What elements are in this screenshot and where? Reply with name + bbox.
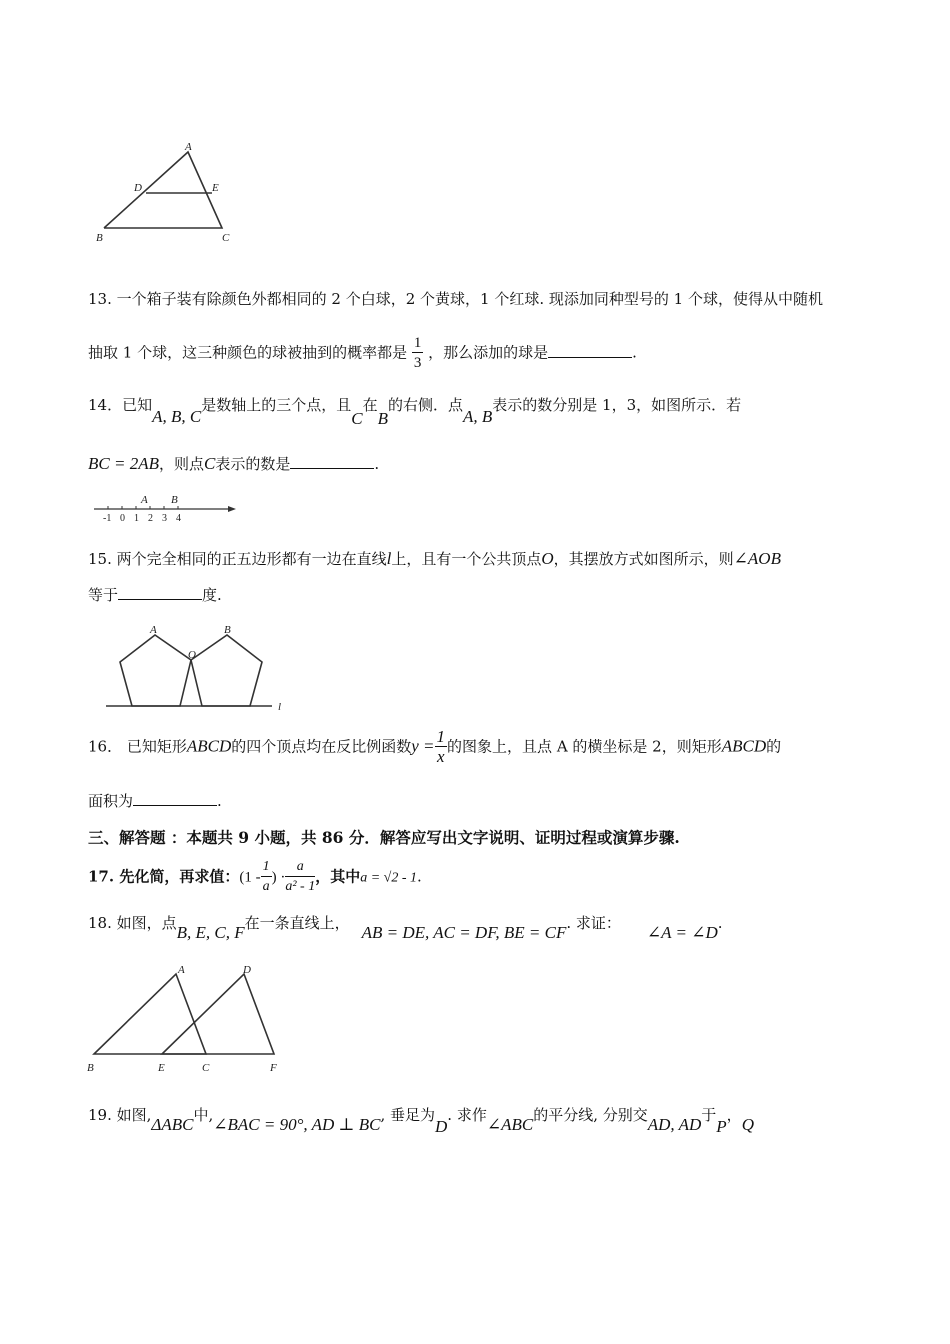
tick-label: 1 — [134, 513, 139, 522]
q15-answer-blank[interactable] — [118, 598, 202, 600]
label-a: A — [178, 964, 185, 976]
q14-m2: C — [351, 409, 363, 428]
q15-m2: O — [541, 549, 554, 568]
q18-m3: ∠A = ∠D — [646, 923, 718, 942]
q18-m2: AB = DE, AC = DF, BE = CF — [361, 923, 567, 942]
triangle-ade-figure — [90, 138, 250, 248]
q13-line2 — [88, 334, 637, 373]
q18-line — [88, 912, 723, 942]
q16-m3: ABCD — [721, 736, 767, 756]
q16-m1: ABCD — [186, 736, 232, 756]
q15-p1: 15. 两个完全相同的正五边形都有一边在直线 — [88, 550, 387, 568]
q17-line — [88, 858, 422, 897]
q18-p2: 在一条直线上， — [244, 914, 350, 932]
q14-end: . — [374, 455, 380, 473]
q17-p1: 17. 先化简，再求值： — [88, 867, 240, 886]
q16-fraction — [435, 728, 448, 767]
q15-m1: l — [386, 549, 392, 568]
q14-answer-blank[interactable] — [290, 467, 374, 469]
q17-condition: a = √2 - 1 — [360, 870, 417, 886]
q15-line2-text: 等于 — [88, 586, 119, 604]
q14-m5: BC = 2AB — [88, 454, 159, 473]
q14-m6: C — [203, 454, 216, 473]
label-b: B — [96, 232, 103, 244]
q19-line — [88, 1104, 754, 1136]
q18-end: . — [717, 914, 723, 932]
q13-text-a: 抽取 1 个球，这三种颜色的球被抽到的概率都是 — [88, 343, 408, 362]
q16-p1: 16． 已知矩形 — [88, 737, 187, 756]
label-d: D — [243, 964, 251, 976]
tick-label: 0 — [120, 513, 125, 522]
q19-m6: P — [716, 1117, 727, 1136]
q13-answer-blank[interactable] — [548, 356, 632, 358]
q15-line2 — [88, 584, 222, 605]
q17-frac2-den: a² - 1 — [285, 879, 316, 894]
section-3-heading: 三、解答题 ：本题共 9 小题，共 86 分．解答应写出文字说明、证明过程或演算步骤. — [88, 828, 680, 847]
q16-line2 — [88, 790, 222, 811]
number-line-figure — [90, 492, 240, 522]
q19-p4: . 求作 — [447, 1106, 487, 1124]
q16-line1 — [88, 728, 781, 767]
q14-p3: 在 — [362, 396, 378, 414]
numberline-label-a: A — [141, 494, 148, 506]
label-a: A — [150, 624, 157, 636]
q13-line1: 13. 一个箱子装有除颜色外都相同的 2 个白球，2 个黄球，1 个红球. 现添加同种型号的 1 个球，使得从中随机 — [88, 290, 823, 308]
q15-m3: ∠AOB — [733, 549, 781, 568]
q19-p6: 于 — [701, 1106, 717, 1124]
q14-p2: 是数轴上的三个点，且 — [201, 396, 352, 414]
q15-p2: 上，且有一个公共顶点 — [391, 550, 542, 568]
q15-line1 — [88, 548, 781, 569]
q17-p2: ，其中 — [315, 867, 361, 886]
q13-frac-num: 1 — [413, 335, 422, 351]
q14-line2 — [88, 453, 379, 474]
q18-p1: 18. 如图，点 — [88, 914, 177, 932]
q14-p4: 的右侧．点 — [387, 396, 463, 414]
two-triangles-figure — [82, 962, 292, 1078]
q14-p1: 14．已知 — [88, 396, 153, 414]
q19-p5: 的平分线, 分别交 — [533, 1106, 648, 1124]
q17-frac2-num: a — [285, 858, 315, 877]
label-e: E — [158, 1062, 165, 1074]
q16-end: . — [217, 792, 222, 810]
q17-frac1-den: a — [262, 879, 270, 894]
q19-m3: D — [435, 1117, 448, 1136]
q19-p1: 19. 如图, — [88, 1106, 152, 1124]
q17-end: . — [417, 867, 422, 886]
q19-m2: ∠BAC = 90°, AD ⊥ BC — [213, 1115, 381, 1134]
label-b: B — [224, 624, 231, 636]
label-d: D — [134, 182, 142, 194]
q19-p3: , 垂足为 — [380, 1106, 436, 1124]
q15-end: 度. — [202, 586, 222, 604]
label-l: l — [278, 701, 282, 713]
q16-line2-text: 面积为 — [88, 792, 134, 810]
q18-p3: . 求证： — [566, 914, 621, 932]
label-c: C — [222, 232, 230, 244]
q15-p3: ，其摆放方式如图所示，则 — [553, 550, 734, 568]
q17-frac2 — [285, 858, 315, 897]
q16-answer-blank[interactable] — [133, 804, 217, 806]
label-b: B — [87, 1062, 94, 1074]
label-c: C — [202, 1062, 210, 1074]
q14-p7: 表示的数是 — [215, 455, 291, 473]
label-o: O — [188, 649, 196, 661]
q13-end: . — [632, 343, 637, 362]
tick-label: 3 — [162, 513, 167, 522]
q16-p4: 的 — [766, 737, 782, 756]
q19-p7: ， — [726, 1106, 742, 1124]
tick-label: 4 — [176, 513, 181, 522]
q19-p2: 中, — [193, 1106, 214, 1124]
q13-text-b: ，那么添加的球是 — [428, 343, 549, 362]
q17-expr-open: (1 - — [239, 869, 261, 886]
q14-p6: ，则点 — [158, 455, 204, 473]
q16-p2: 的四个顶点均在反比例函数 — [231, 737, 412, 756]
q14-m4: A, B — [462, 407, 493, 426]
tick-label: -1 — [103, 513, 112, 522]
q17-expr-close: ) · — [271, 869, 286, 886]
tick-label: 2 — [148, 513, 153, 522]
q14-p5: 表示的数分别是 1，3，如图所示．若 — [492, 396, 742, 414]
q14-line1 — [88, 394, 742, 428]
q19-m1: ΔABC — [151, 1115, 194, 1134]
pentagons-figure — [100, 620, 300, 716]
label-a: A — [185, 141, 192, 153]
q19-m5: AD, AD — [647, 1115, 702, 1134]
label-e: E — [212, 182, 219, 194]
q13-fraction — [412, 334, 424, 373]
q17-frac1-num: 1 — [261, 858, 272, 877]
numberline-label-b: B — [171, 494, 178, 506]
q16-m2: y = — [411, 736, 435, 756]
q13-frac-den: 3 — [413, 355, 422, 371]
q14-m3: B — [377, 409, 388, 428]
q18-m1: B, E, C, F — [176, 923, 245, 942]
q14-m1: A, B, C — [152, 407, 202, 426]
label-f: F — [270, 1062, 277, 1074]
q16-frac-den: x — [437, 747, 445, 766]
q17-frac1 — [261, 858, 272, 897]
q16-p3: 的图象上，且点 A 的横坐标是 2，则矩形 — [447, 737, 722, 756]
q16-frac-num: 1 — [436, 727, 446, 746]
q19-m4: ∠ABC — [486, 1115, 534, 1134]
q19-m7: Q — [741, 1115, 754, 1134]
